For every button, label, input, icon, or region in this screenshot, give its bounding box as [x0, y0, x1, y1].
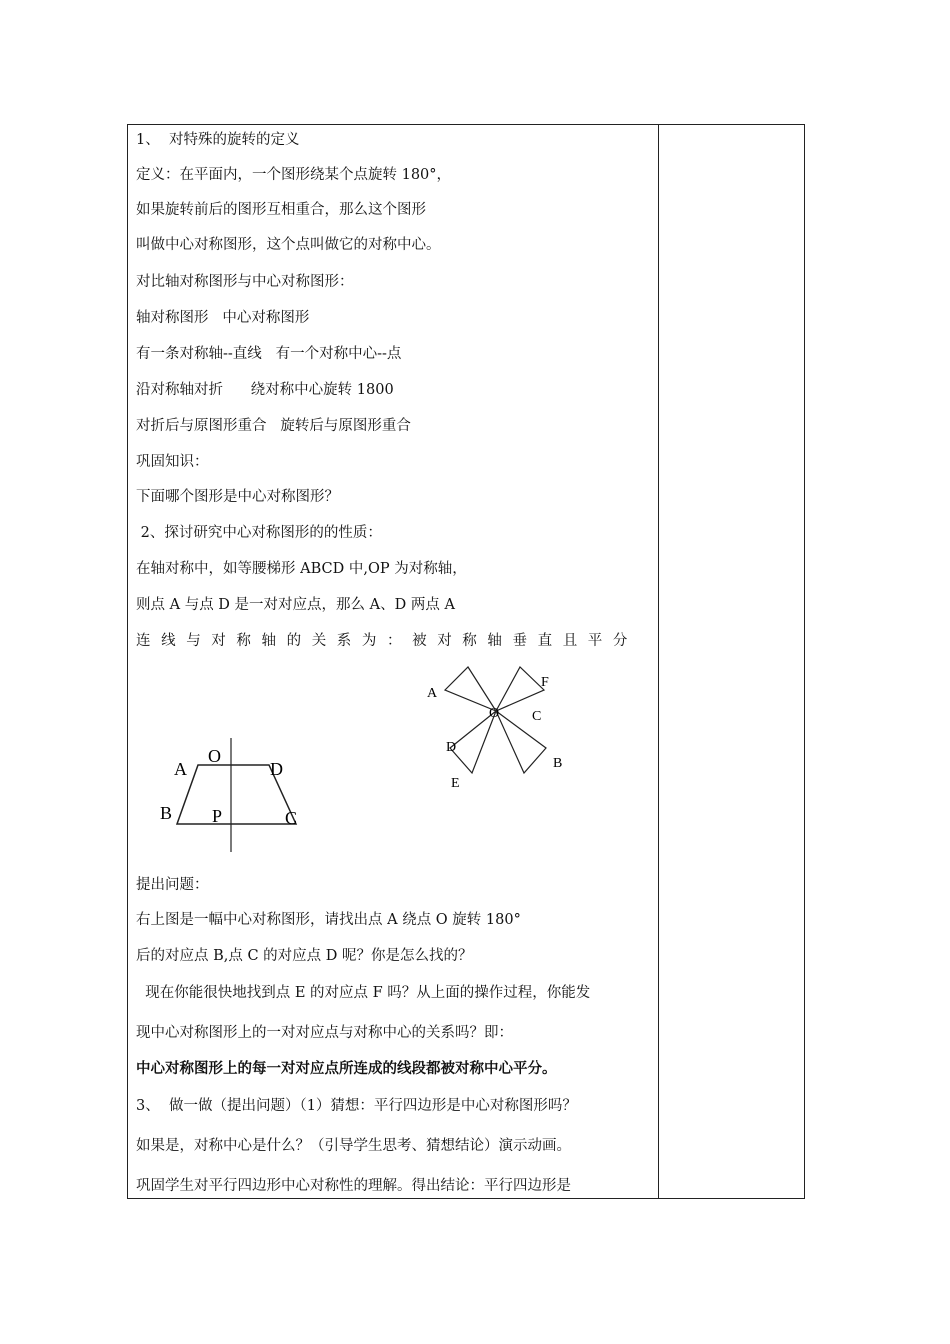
- axis-example-line-2: 则点 A 与点 D 是一对对应点，那么 A、D 两点 A: [136, 597, 455, 613]
- bowtie-label-b: B: [553, 756, 563, 771]
- comparison-row-2: 沿对称轴对折 绕对称中心旋转 1800: [136, 382, 394, 398]
- trapezoid-label-d: D: [270, 759, 283, 779]
- definition-line-1: 定义：在平面内，一个图形绕某个点旋转 180°，: [136, 167, 452, 183]
- consolidation-heading: 巩固知识：: [136, 454, 209, 470]
- trapezoid-figure: [150, 732, 330, 857]
- section-3-line-2: 如果是，对称中心是什么？（引导学生思考、猜想结论）演示动画。: [136, 1138, 571, 1154]
- table-column-divider: [658, 124, 659, 1199]
- trapezoid-label-b: B: [160, 803, 173, 823]
- bowtie-label-e: E: [451, 776, 460, 791]
- bowtie-triangle-a: [445, 667, 496, 711]
- question-text-1: 右上图是一幅中心对称图形，请找出点 A 绕点 O 旋转 180°: [136, 912, 521, 928]
- definition-line-2: 如果旋转前后的图形互相重合，那么这个图形: [136, 202, 426, 218]
- trapezoid-label-c: C: [285, 808, 298, 828]
- bowtie-triangle-f: [496, 667, 544, 711]
- bowtie-label-o: O: [489, 706, 500, 721]
- bowtie-label-f: F: [541, 675, 549, 690]
- trapezoid-label-o: O: [208, 746, 221, 766]
- section-1-heading: 1、 对特殊的旋转的定义: [136, 132, 300, 148]
- comparison-row-3: 对折后与原图形重合 旋转后与原图形重合: [136, 418, 411, 434]
- question-line: 下面哪个图形是中心对称图形？: [136, 489, 339, 505]
- bowtie-label-d: D: [446, 740, 457, 755]
- comparison-intro: 对比轴对称图形与中心对称图形：: [136, 274, 354, 290]
- axis-example-line-3: 连线与对称轴的关系为：被对称轴垂直且平分: [136, 633, 638, 649]
- axis-example-line-1: 在轴对称中，如等腰梯形 ABCD 中,OP 为对称轴，: [136, 561, 467, 577]
- question-text-4: 现中心对称图形上的一对对应点与对称中心的关系吗？即：: [136, 1025, 513, 1041]
- conclusion-bold: 中心对称图形上的每一对对应点所连成的线段都被对称中心平分。: [136, 1061, 557, 1077]
- section-2-heading: 2、探讨研究中心对称图形的的性质：: [136, 525, 382, 541]
- definition-line-3: 叫做中心对称图形，这个点叫做它的对称中心。: [136, 237, 441, 253]
- bowtie-label-c: C: [532, 709, 542, 724]
- trapezoid-label-a: A: [174, 759, 187, 779]
- section-3-heading: 3、 做一做（提出问题）（1）猜想：平行四边形是中心对称图形吗？: [136, 1098, 577, 1114]
- comparison-row-1: 有一条对称轴--直线 有一个对称中心--点: [136, 346, 402, 362]
- question-text-2: 后的对应点 B,点 C 的对应点 D 呢？你是怎么找的？: [136, 948, 473, 964]
- bowtie-label-a: A: [427, 686, 438, 701]
- raise-question-heading: 提出问题：: [136, 877, 209, 893]
- trapezoid-label-p: P: [212, 806, 223, 826]
- question-text-3: 现在你能很快地找到点 E 的对应点 F 吗？从上面的操作过程，你能发: [136, 985, 591, 1001]
- comparison-header: 轴对称图形 中心对称图形: [136, 310, 310, 326]
- bowtie-figure: [420, 660, 590, 795]
- section-3-line-3: 巩固学生对平行四边形中心对称性的理解。得出结论：平行四边形是: [136, 1178, 571, 1194]
